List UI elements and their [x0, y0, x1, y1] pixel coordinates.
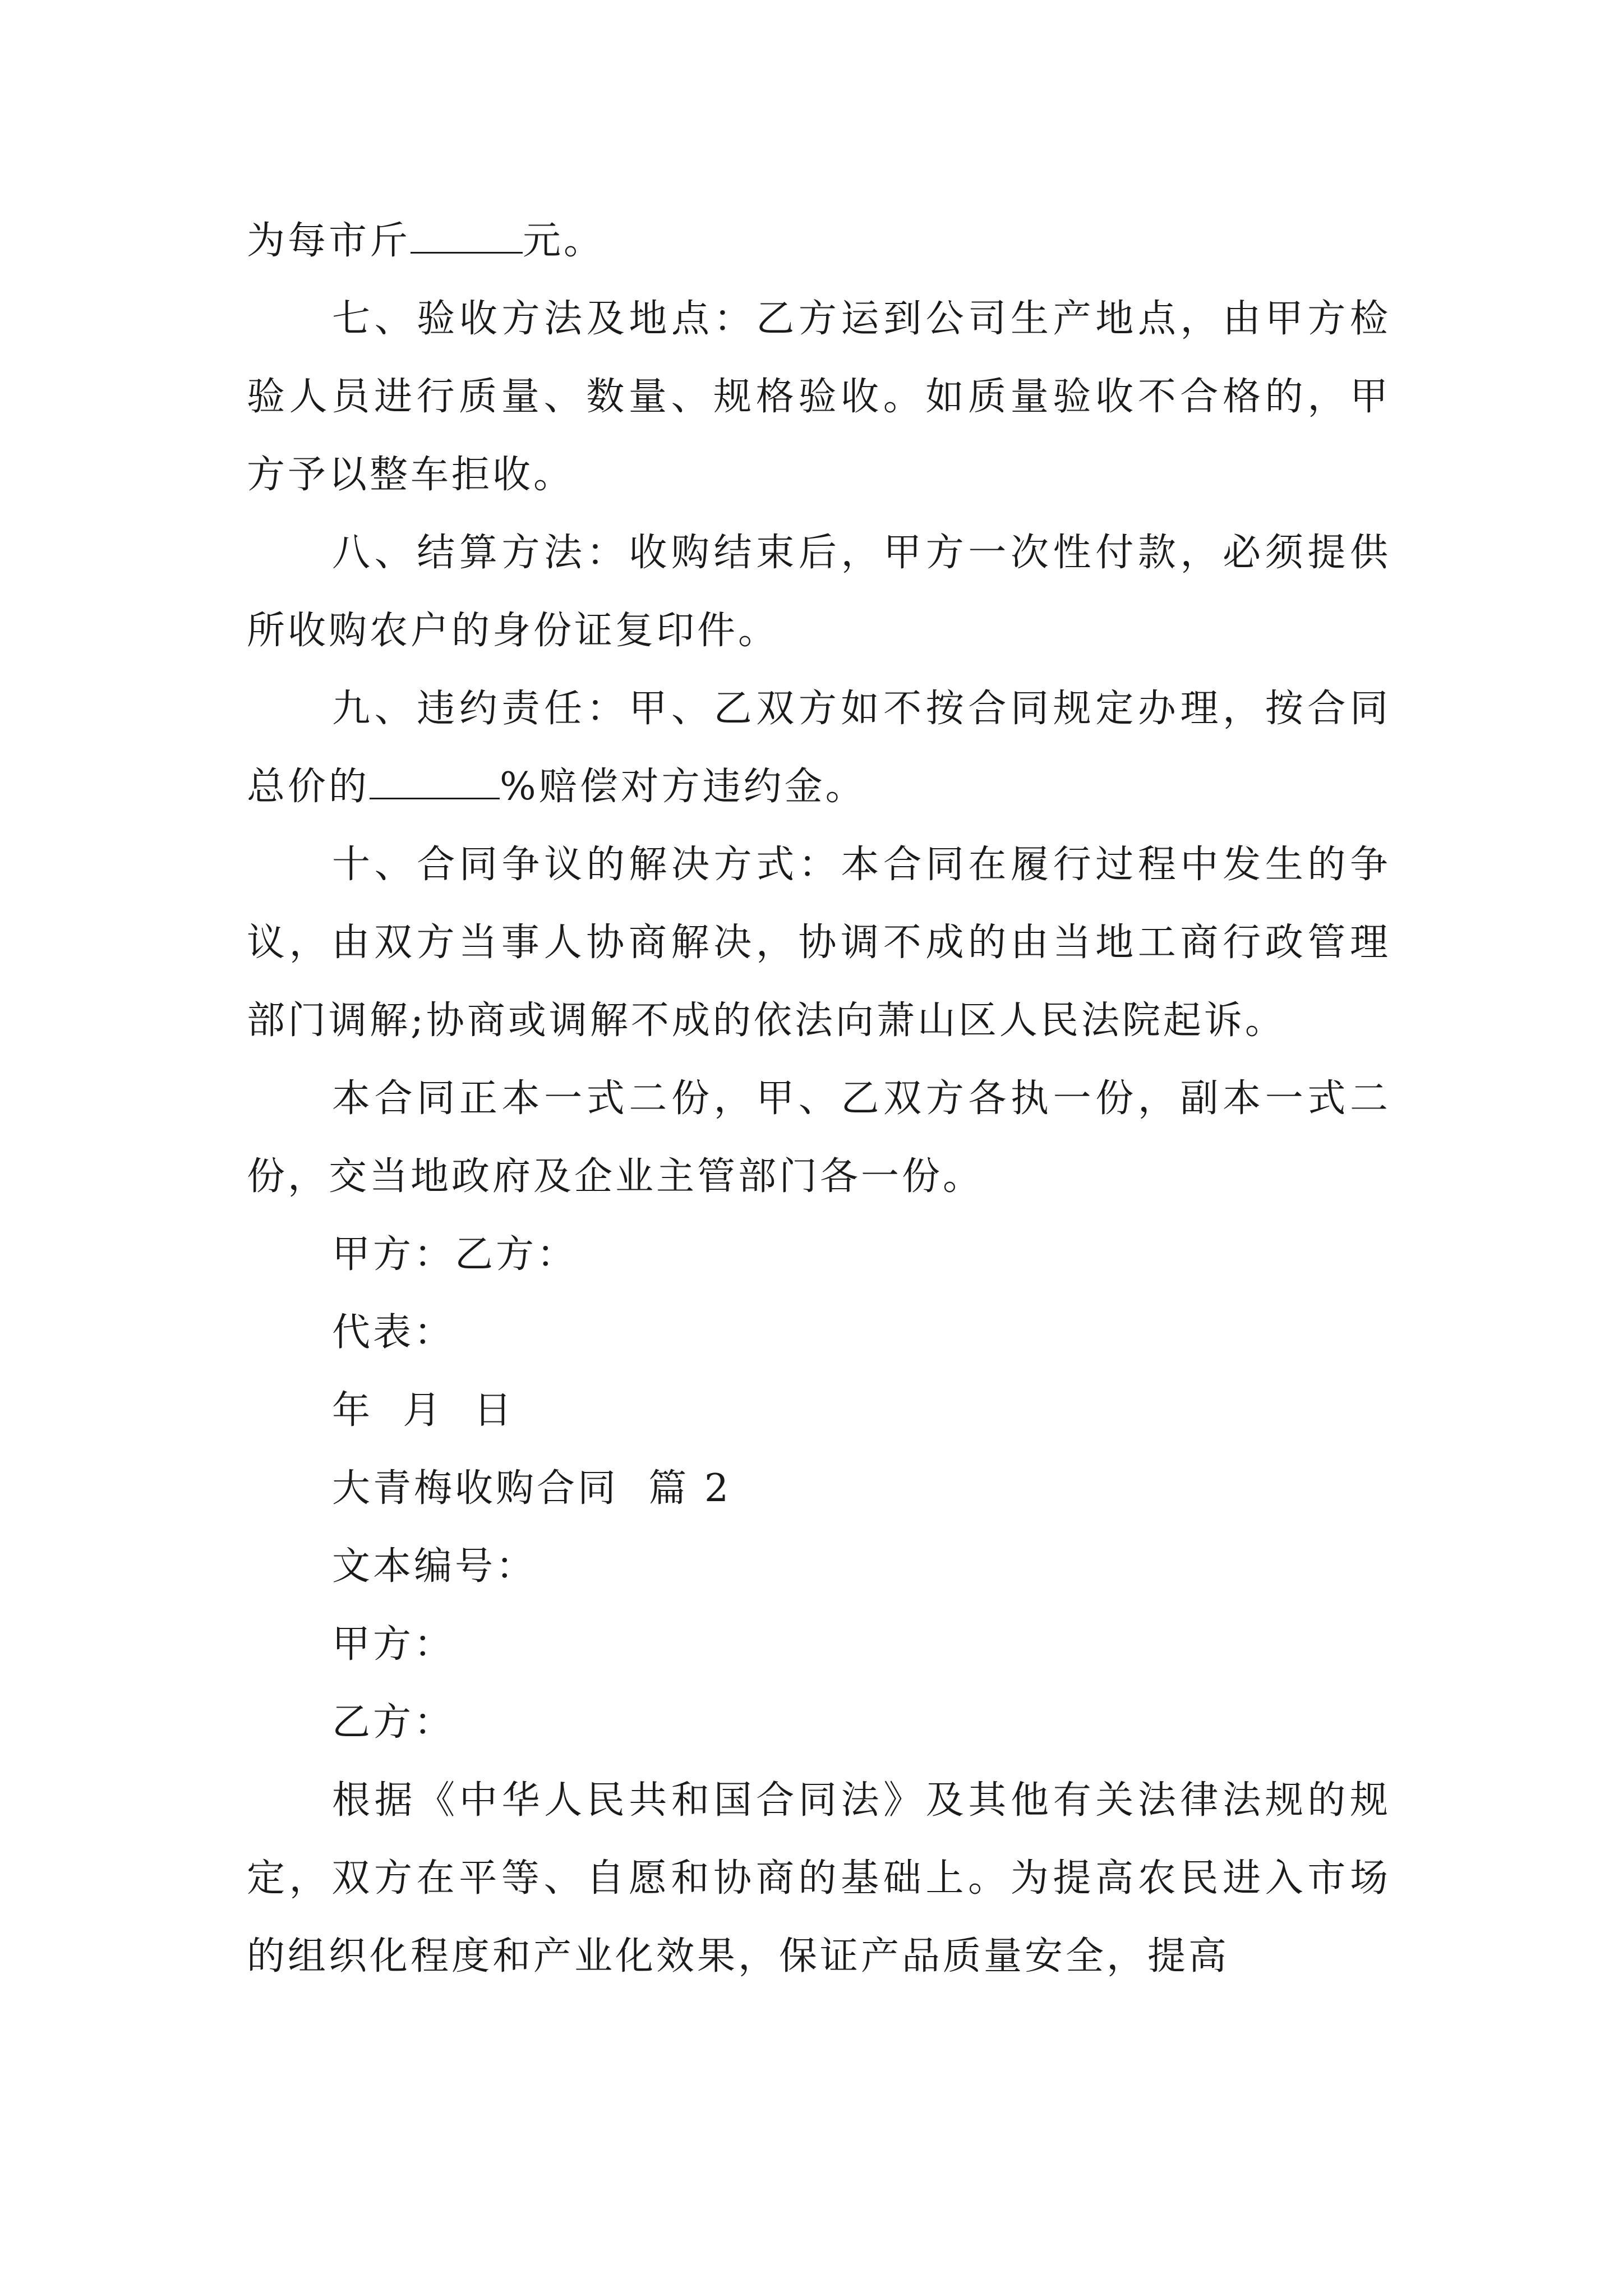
- legal-basis-paragraph: 根据《中华人民共和国合同法》及其他有关法律法规的规定，双方在平等、自愿和协商的基础上。为提高农民进入市场的组织化程度和产业化效果，保证产品质量安全，提高: [247, 1778, 1391, 1978]
- copies-clause: 本合同正本一式二份，甲、乙双方各执一份，副本一式二份，交当地政府及企业主管部门各一份。: [247, 1076, 1391, 1199]
- section-title: 大青梅收购合同 篇 2: [332, 1466, 732, 1511]
- party-a-label: 甲方：: [332, 1622, 455, 1667]
- price-clause-text: 为每市斤: [247, 219, 411, 263]
- liability-text: 九、违约责任：甲、乙双方如不按合同规定办理，按合同总价的: [247, 687, 1391, 809]
- price-clause-tail: [247, 202, 1391, 280]
- signature-representative: 代表：: [332, 1310, 455, 1355]
- clause-7-acceptance: 七、验收方法及地点：乙方运到公司生产地点，由甲方检验人员进行质量、数量、规格验收。如质量验收不合格的，甲方予以整车拒收。: [247, 297, 1391, 497]
- price-blank: [411, 218, 523, 254]
- price-clause-unit: 元。: [523, 219, 605, 263]
- clause-9-liability: [247, 670, 1391, 826]
- document-number: 文本编号：: [332, 1544, 537, 1589]
- party-b-label: 乙方：: [332, 1700, 455, 1745]
- penalty-percent-blank: [370, 764, 500, 799]
- document-body: [247, 202, 1391, 1995]
- clause-8-settlement: 八、结算方法：收购结束后，甲方一次性付款，必须提供所收购农户的身份证复印件。: [247, 531, 1391, 653]
- liability-text-end: %赔偿对方违约金。: [500, 765, 866, 809]
- clause-10-dispute: 十、合同争议的解决方式：本合同在履行过程中发生的争议，由双方当事人协商解决，协调不成的由当地工商行政管理部门调解;协商或调解不成的依法向萧山区人民法院起诉。: [247, 843, 1391, 1043]
- signature-date: 年 月 日: [332, 1388, 515, 1433]
- signature-parties: 甲方：乙方：: [332, 1232, 578, 1277]
